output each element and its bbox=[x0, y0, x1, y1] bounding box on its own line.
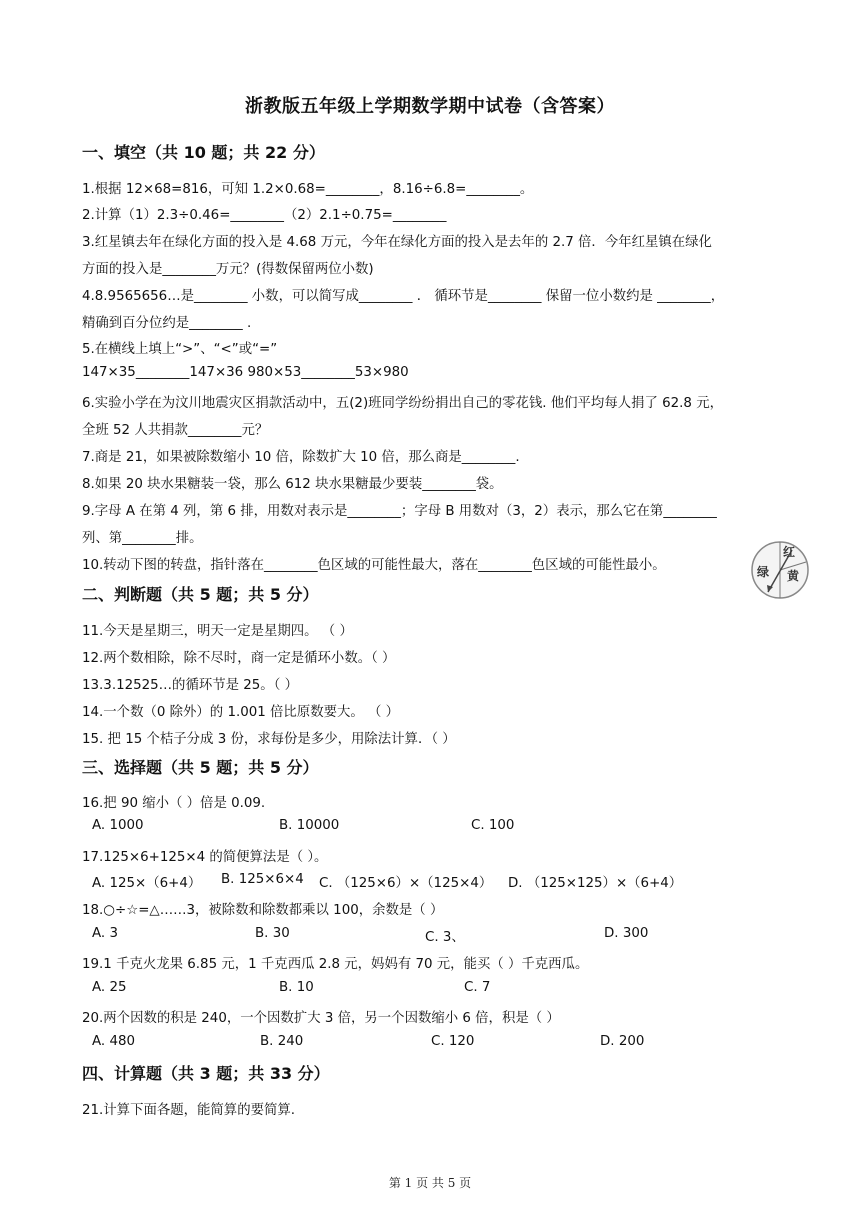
question-9-line-2: 列、第________排。 bbox=[82, 531, 203, 546]
option-a: A. 1000 bbox=[92, 818, 144, 833]
question-20-options bbox=[0, 1034, 860, 1054]
question-17-options bbox=[0, 872, 860, 892]
question-18: 18.○÷☆=△……3，被除数和除数都乘以 100，余数是（ ） bbox=[82, 903, 444, 918]
spinner-label-yellow: 黄 bbox=[787, 569, 800, 583]
question-5-line-2: 147×35________147×36 980×53________53×980 bbox=[82, 365, 409, 380]
question-14: 14.一个数（0 除外）的 1.001 倍比原数要大。 （ ） bbox=[82, 705, 400, 720]
option-c: C. （125×6）×（125×4） bbox=[319, 876, 493, 891]
option-d: D. 200 bbox=[600, 1034, 645, 1049]
option-c: C. 100 bbox=[471, 818, 515, 833]
option-d: D. 300 bbox=[604, 926, 649, 941]
question-19-options bbox=[0, 980, 860, 1000]
option-b: B. 240 bbox=[260, 1034, 304, 1049]
question-4-line-2: 精确到百分位约是________ . bbox=[82, 316, 252, 331]
question-6-line-2: 全班 52 人共捐款________元？ bbox=[82, 423, 269, 438]
question-12: 12.两个数相除，除不尽时，商一定是循环小数。（ ） bbox=[82, 651, 396, 666]
section-heading-true-false: 二、判断题（共 5 题；共 5 分） bbox=[82, 585, 319, 604]
option-b: B. 125×6×4 bbox=[221, 872, 304, 887]
question-5-line-1: 5.在横线上填上“>”、“<”或“=” bbox=[82, 342, 278, 357]
question-17: 17.125×6+125×4 的简便算法是（ ）。 bbox=[82, 850, 328, 865]
question-11: 11.今天是星期三，明天一定是星期四。 （ ） bbox=[82, 624, 353, 639]
question-13: 13.3.12525…的循环节是 25。（ ） bbox=[82, 678, 299, 693]
question-3-line-2: 方面的投入是________万元？(得数保留两位小数) bbox=[82, 262, 374, 277]
option-c: C. 3、 bbox=[425, 930, 465, 945]
page-title: 浙教版五年级上学期数学期中试卷（含答案） bbox=[245, 96, 615, 117]
section-heading-calculation: 四、计算题（共 3 题；共 33 分） bbox=[82, 1064, 330, 1083]
question-7: 7.商是 21，如果被除数缩小 10 倍，除数扩大 10 倍，那么商是________. bbox=[82, 450, 520, 465]
option-a: A. 25 bbox=[92, 980, 127, 995]
question-16: 16.把 90 缩小（ ）倍是 0.09. bbox=[82, 796, 266, 811]
option-a: A. 3 bbox=[92, 926, 118, 941]
section-heading-fill-in: 一、填空（共 10 题；共 22 分） bbox=[82, 143, 325, 162]
option-d: D. （125×125）×（6+4） bbox=[508, 876, 683, 891]
question-4-line-1: 4.8.9565656…是________ 小数，可以简写成________ ． 循环节是________ 保留一位小数约是 ________， bbox=[82, 289, 725, 304]
page-footer: 第 1 页 共 5 页 bbox=[388, 1176, 472, 1190]
option-b: B. 30 bbox=[255, 926, 290, 941]
question-18-options bbox=[0, 926, 860, 946]
option-c: C. 7 bbox=[464, 980, 491, 995]
option-b: B. 10 bbox=[279, 980, 314, 995]
question-10: 10.转动下图的转盘，指针落在________色区域的可能性最大，落在________色区域的可能性最小。 bbox=[82, 558, 666, 573]
question-15: 15. 把 15 个桔子分成 3 份，求每份是多少，用除法计算．（ ） bbox=[82, 732, 456, 747]
question-3-line-1: 3.红星镇去年在绿化方面的投入是 4.68 万元，今年在绿化方面的投入是去年的 2.7 倍．今年红星镇在绿化 bbox=[82, 235, 712, 250]
question-16-options bbox=[0, 818, 860, 838]
option-a: A. 125×（6+4） bbox=[92, 876, 202, 891]
question-20: 20.两个因数的积是 240，一个因数扩大 3 倍，另一个因数缩小 6 倍，积是（ ） bbox=[82, 1011, 560, 1026]
spinner-label-green: 绿 bbox=[757, 565, 770, 579]
section-heading-multiple-choice: 三、选择题（共 5 题；共 5 分） bbox=[82, 758, 319, 777]
option-b: B. 10000 bbox=[279, 818, 340, 833]
option-a: A. 480 bbox=[92, 1034, 135, 1049]
spinner-label-red: 红 bbox=[783, 545, 796, 559]
question-6-line-1: 6.实验小学在为汶川地震灾区捐款活动中，五(2)班同学纷纷捐出自己的零花钱. 他们平均每人捐了 62.8 元， bbox=[82, 396, 723, 411]
spinner-figure bbox=[750, 540, 810, 600]
question-1: 1.根据 12×68=816，可知 1.2×0.68=________，8.16÷6.8=________。 bbox=[82, 182, 534, 197]
question-21: 21.计算下面各题，能简算的要简算. bbox=[82, 1103, 296, 1118]
question-9-line-1: 9.字母 A 在第 4 列，第 6 排，用数对表示是________；字母 B 用数对（3，2）表示，那么它在第________ bbox=[82, 504, 717, 519]
question-19: 19.1 千克火龙果 6.85 元，1 千克西瓜 2.8 元，妈妈有 70 元，能买（ ）千克西瓜。 bbox=[82, 957, 589, 972]
option-c: C. 120 bbox=[431, 1034, 475, 1049]
question-2: 2.计算（1）2.3÷0.46=________（2）2.1÷0.75=________ bbox=[82, 208, 447, 223]
question-8: 8.如果 20 块水果糖装一袋，那么 612 块水果糖最少要装________袋。 bbox=[82, 477, 503, 492]
